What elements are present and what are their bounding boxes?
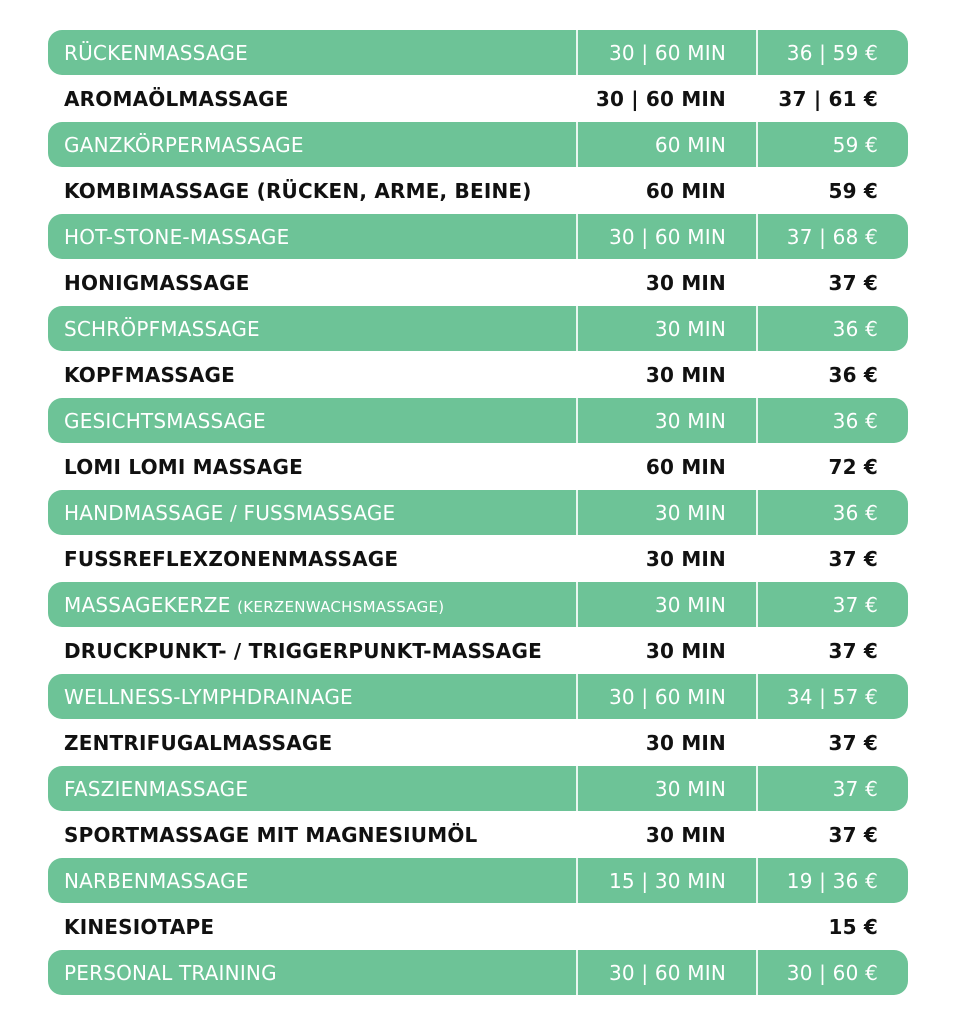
service-name-text: WELLNESS-LYMPHDRAINAGE	[64, 684, 353, 709]
table-row	[48, 76, 908, 121]
service-duration: 30 | 60 MIN	[576, 950, 756, 995]
service-name	[48, 225, 576, 249]
service-price: 59 €	[756, 122, 908, 167]
service-duration: 30 MIN	[576, 582, 756, 627]
service-price: 37 | 61 €	[778, 86, 878, 111]
table-row	[48, 30, 908, 75]
table-row	[48, 122, 908, 167]
service-name-text: PERSONAL TRAINING	[64, 960, 277, 985]
service-duration: 30 MIN	[576, 490, 756, 535]
service-name-text: HANDMASSAGE / FUSSMASSAGE	[64, 500, 396, 525]
service-name	[48, 915, 576, 939]
service-name-text: KINESIOTAPE	[64, 914, 215, 939]
table-row	[48, 536, 908, 581]
service-price: 37 €	[828, 730, 878, 755]
table-row	[48, 306, 908, 351]
service-price: 36 €	[828, 362, 878, 387]
service-duration: 30 MIN	[645, 362, 726, 387]
table-row	[48, 812, 908, 857]
service-name-text: FUSSREFLEXZONENMASSAGE	[64, 546, 399, 571]
service-price: 19 | 36 €	[756, 858, 908, 903]
service-duration: 30 MIN	[645, 730, 726, 755]
table-row	[48, 904, 908, 949]
service-name	[48, 593, 576, 617]
service-price: 36 €	[756, 398, 908, 443]
service-duration: 30 MIN	[576, 398, 756, 443]
service-price: 37 €	[828, 546, 878, 571]
service-price: 36 | 59 €	[756, 30, 908, 75]
service-name-text: HOT-STONE-MASSAGE	[64, 224, 290, 249]
table-row	[48, 582, 908, 627]
service-price: 36 €	[756, 490, 908, 535]
table-row	[48, 720, 908, 765]
service-name-text: KOMBIMASSAGE (RÜCKEN, ARME, BEINE)	[64, 178, 532, 203]
service-duration	[576, 904, 756, 949]
service-name	[48, 133, 576, 157]
service-price: 37 €	[756, 766, 908, 811]
service-price: 37 €	[828, 822, 878, 847]
service-name	[48, 639, 576, 663]
table-row	[48, 628, 908, 673]
service-name	[48, 869, 576, 893]
service-name-text: DRUCKPUNKT- / TRIGGERPUNKT-MASSAGE	[64, 638, 542, 663]
service-name	[48, 363, 576, 387]
service-duration: 30 MIN	[576, 306, 756, 351]
table-row	[48, 858, 908, 903]
service-name-text: FASZIENMASSAGE	[64, 776, 249, 801]
service-name-text: NARBENMASSAGE	[64, 868, 249, 893]
table-row	[48, 168, 908, 213]
service-name	[48, 455, 576, 479]
service-price: 34 | 57 €	[756, 674, 908, 719]
service-name-text: GESICHTSMASSAGE	[64, 408, 266, 433]
table-row	[48, 674, 908, 719]
service-price: 30 | 60 €	[756, 950, 908, 995]
service-name	[48, 501, 576, 525]
table-row	[48, 214, 908, 259]
price-table	[48, 30, 908, 996]
service-duration: 60 MIN	[645, 178, 726, 203]
service-name-text: KOPFMASSAGE	[64, 362, 235, 387]
service-price: 37 €	[756, 582, 908, 627]
service-name-text: ZENTRIFUGALMASSAGE	[64, 730, 333, 755]
service-name	[48, 41, 576, 65]
service-name	[48, 685, 576, 709]
service-price: 15 €	[828, 914, 878, 939]
table-row	[48, 352, 908, 397]
service-duration: 30 MIN	[645, 822, 726, 847]
service-price: 37 €	[828, 270, 878, 295]
service-price: 72 €	[828, 454, 878, 479]
service-duration: 15 | 30 MIN	[576, 858, 756, 903]
service-name	[48, 823, 576, 847]
service-price: 37 | 68 €	[756, 214, 908, 259]
service-price: 59 €	[828, 178, 878, 203]
service-name	[48, 777, 576, 801]
service-name-text: LOMI LOMI MASSAGE	[64, 454, 303, 479]
service-duration: 30 | 60 MIN	[576, 30, 756, 75]
service-duration: 30 MIN	[576, 766, 756, 811]
service-name-text: GANZKÖRPERMASSAGE	[64, 132, 304, 157]
service-name-text: SPORTMASSAGE MIT MAGNESIUMÖL	[64, 822, 478, 847]
table-row	[48, 766, 908, 811]
service-note: (KERZENWACHSMASSAGE)	[237, 597, 445, 616]
service-name	[48, 87, 576, 111]
service-duration: 60 MIN	[645, 454, 726, 479]
table-row	[48, 490, 908, 535]
table-row	[48, 260, 908, 305]
table-row	[48, 444, 908, 489]
service-name	[48, 547, 576, 571]
service-name-text: MASSAGEKERZE	[64, 592, 231, 617]
service-name	[48, 179, 576, 203]
service-name	[48, 317, 576, 341]
table-row	[48, 398, 908, 443]
service-name	[48, 409, 576, 433]
service-name-text: AROMAÖLMASSAGE	[64, 86, 289, 111]
service-name-text: RÜCKENMASSAGE	[64, 40, 248, 65]
table-row	[48, 950, 908, 995]
service-duration: 30 | 60 MIN	[576, 674, 756, 719]
service-duration: 30 | 60 MIN	[595, 86, 726, 111]
service-duration: 30 MIN	[645, 638, 726, 663]
service-duration: 30 | 60 MIN	[576, 214, 756, 259]
service-name	[48, 731, 576, 755]
service-duration: 30 MIN	[645, 270, 726, 295]
service-duration: 30 MIN	[645, 546, 726, 571]
service-name	[48, 271, 576, 295]
service-name-text: HONIGMASSAGE	[64, 270, 250, 295]
service-name-text: SCHRÖPFMASSAGE	[64, 316, 260, 341]
service-price: 37 €	[828, 638, 878, 663]
service-name	[48, 961, 576, 985]
service-price: 36 €	[756, 306, 908, 351]
service-duration: 60 MIN	[576, 122, 756, 167]
